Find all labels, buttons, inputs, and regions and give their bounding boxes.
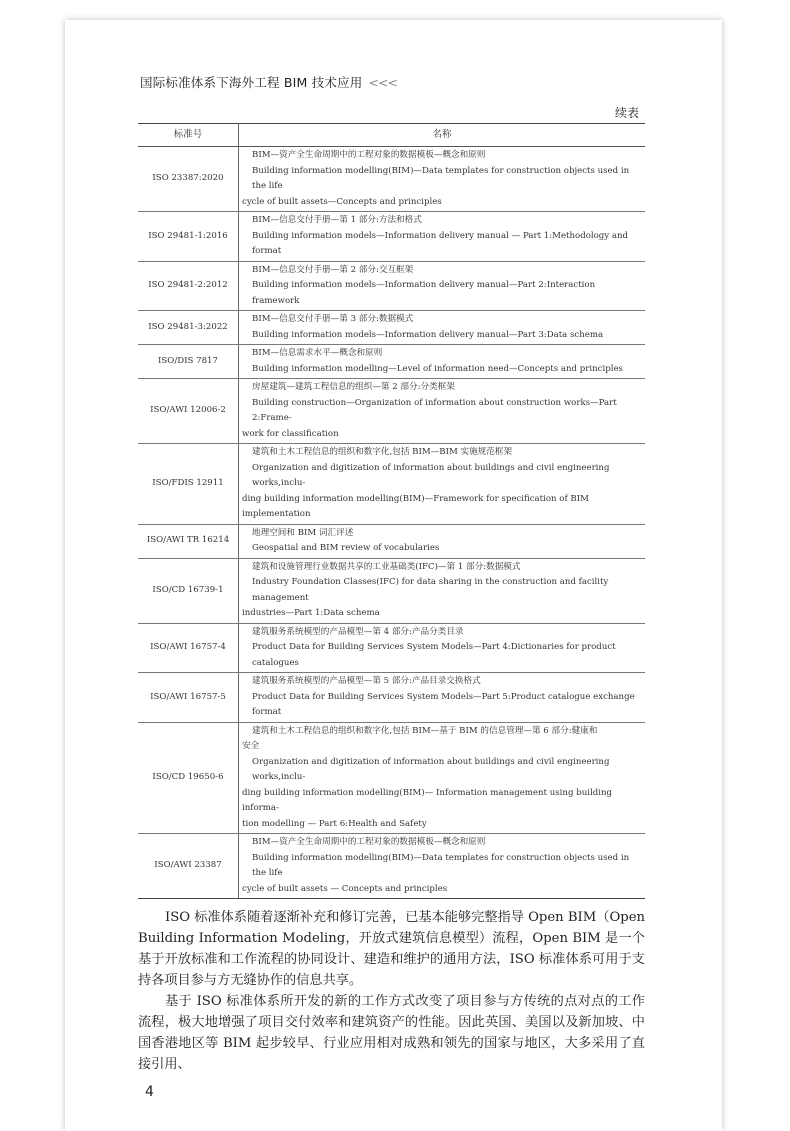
standard-number: ISO 29481-3:2022 (138, 311, 239, 345)
name-line: Building information models—Information delivery manual — Part 1:Methodology and format (252, 230, 629, 256)
name-line: 地理空间和 BIM 词汇评述 (252, 527, 354, 538)
table-row (138, 147, 645, 212)
standard-number: ISO/FDIS 12911 (138, 444, 239, 525)
table-row (138, 673, 645, 723)
table-row (138, 524, 645, 558)
name-line: Building construction—Organization of information about construction works—Part 2:Frame- (252, 397, 617, 423)
name-line: cycle of built assets—Concepts and principles (242, 196, 442, 207)
table-row (138, 623, 645, 673)
name-line: 房屋建筑—建筑工程信息的组织—第 2 部分:分类框架 (252, 382, 455, 392)
table-row (138, 722, 645, 834)
standard-name (239, 673, 646, 723)
name-line: BIM—信息需求水平—概念和原则 (252, 348, 383, 358)
name-line: Organization and digitization of information about buildings and civil engineering works,inclu- (252, 756, 610, 782)
standard-number: ISO/AWI TR 16214 (138, 524, 239, 558)
standard-name (239, 311, 646, 345)
name-line: BIM—信息交付手册—第 2 部分:交互框架 (252, 264, 414, 275)
name-line: 建筑服务系统模型的产品模型—第 5 部分:产品目录交换格式 (252, 676, 481, 686)
name-line: tion modelling — Part 6:Health and Safety (242, 818, 427, 829)
standard-number: ISO 29481-2:2012 (138, 261, 239, 311)
name-line: 建筑服务系统模型的产品模型—第 4 部分:产品分类目录 (252, 626, 464, 637)
standards-table (138, 123, 645, 899)
paragraph: ISO 标准体系随着逐渐补充和修订完善，已基本能够完整指导 Open BIM（Open Building Information Modeling，开放式建筑信息模型）流程，Open BIM 是一个基于开放标准和工作流程的协同设计、建造和维护的通用方法，ISO 标准体系可用于支持各项目参与方无缝协作的信息共享。 (138, 910, 646, 988)
standard-number: ISO/AWI 12006-2 (138, 379, 239, 444)
table-row (138, 212, 645, 262)
standard-name (239, 261, 646, 311)
standard-name (239, 558, 646, 623)
standard-number: ISO 29481-1:2016 (138, 212, 239, 262)
standard-name (239, 834, 646, 899)
name-line: Building information models—Information delivery manual—Part 3:Data schema (252, 329, 604, 340)
name-line: Industry Foundation Classes(IFC) for data sharing in the construction and facility management (252, 577, 609, 603)
table-row (138, 834, 645, 899)
standard-name (239, 147, 646, 212)
paragraph: 基于 ISO 标准体系所开发的新的工作方式改变了项目参与方传统的点对点的工作流程，极大地增强了项目交付效率和建筑资产的性能。因此英国、美国以及新加坡、中国香港地区等 BIM 起步较早、行业应用相对成熟和领先的国家与地区，大多采用了直接引用、 (138, 994, 645, 1072)
name-line: Building information modelling(BIM)—Data templates for construction objects used in the life (252, 852, 630, 878)
name-line: BIM—信息交付手册—第 3 部分:数据模式 (252, 314, 414, 324)
page-number: 4 (145, 1084, 154, 1100)
standard-name (239, 345, 646, 379)
standard-number: ISO/DIS 7817 (138, 345, 239, 379)
standard-name (239, 524, 646, 558)
standard-name (239, 379, 646, 444)
running-header (138, 75, 647, 91)
column-header-name: 名称 (239, 124, 646, 147)
standard-number: ISO/AWI 16757-5 (138, 673, 239, 723)
body-text (138, 907, 645, 1075)
name-line: ding building information modelling(BIM)— Information management using building informa- (242, 787, 613, 813)
name-line: Product Data for Building Services System Models—Part 4:Dictionaries for product catalogues (252, 642, 616, 668)
chevron-decoration-icon: <<< (368, 75, 397, 90)
table-row (138, 558, 645, 623)
table-row (138, 261, 645, 311)
name-line: BIM—资产全生命周期中的工程对象的数据模板—概念和原则 (252, 150, 486, 160)
table-row (138, 311, 645, 345)
name-line: 建筑和设施管理行业数据共享的工业基础类(IFC)—第 1 部分:数据模式 (252, 561, 521, 572)
continued-label: 续表 (614, 106, 639, 120)
name-line: 建筑和土木工程信息的组织和数字化,包括 BIM—BIM 实施规范框架 (252, 447, 513, 457)
standard-name (239, 722, 646, 834)
name-line: cycle of built assets — Concepts and principles (242, 883, 448, 894)
name-line: BIM—信息交付手册—第 1 部分:方法和格式 (252, 215, 422, 225)
name-line: Organization and digitization of information about buildings and civil engineering works,inclu- (252, 462, 610, 488)
name-line: work for classification (242, 428, 339, 439)
document-page (65, 20, 722, 1131)
standard-number: ISO/AWI 16757-4 (138, 623, 239, 673)
running-title: 国际标准体系下海外工程 BIM 技术应用 (140, 75, 363, 90)
name-line: BIM—资产全生命周期中的工程对象的数据模板—概念和原则 (252, 837, 486, 847)
table-row (138, 444, 645, 525)
name-line: Building information models—Information delivery manual—Part 2:Interaction framework (252, 280, 596, 306)
standard-number: ISO/CD 19650-6 (138, 722, 239, 834)
name-line: Building information modelling—Level of information need—Concepts and principles (252, 363, 623, 374)
standard-number: ISO/AWI 23387 (138, 834, 239, 899)
name-line: Product Data for Building Services System Models—Part 5:Product catalogue exchange format (252, 691, 635, 717)
standard-name (239, 444, 646, 525)
name-line: Building information modelling(BIM)—Data templates for construction objects used in the life (252, 165, 630, 191)
standard-number: ISO/CD 16739-1 (138, 558, 239, 623)
table-row (138, 379, 645, 444)
table-body (138, 147, 645, 899)
name-line: industries—Part 1:Data schema (242, 608, 380, 618)
standard-name (239, 212, 646, 262)
name-line: ding building information modelling(BIM)—Framework for specification of BIM implementation (242, 493, 589, 519)
table-row (138, 345, 645, 379)
column-header-standard: 标准号 (138, 124, 239, 147)
name-line: 安全 (242, 741, 260, 751)
name-line: 建筑和土木工程信息的组织和数字化,包括 BIM—基于 BIM 的信息管理—第 6 部分:健康和 (252, 725, 598, 736)
name-line: Geospatial and BIM review of vocabularies (252, 543, 440, 553)
standard-name (239, 623, 646, 673)
table-header-row (138, 124, 645, 147)
standard-number: ISO 23387:2020 (138, 147, 239, 212)
